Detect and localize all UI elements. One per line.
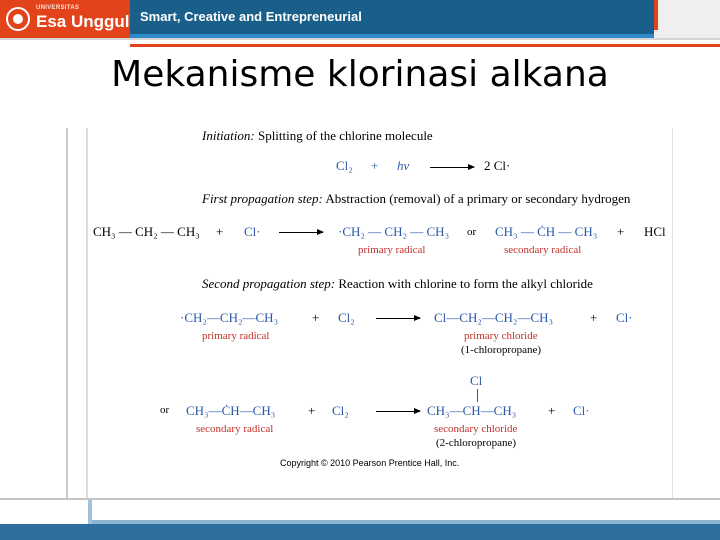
reaction-figure: [92, 124, 670, 472]
secondary-radical: CH₃ — ĊH — CH₃: [495, 224, 598, 239]
initiation-heading-line: [202, 128, 433, 144]
propane: CH₃ — CH₂ — CH₃: [93, 224, 200, 239]
row2-plus1: +: [308, 403, 316, 418]
row1-plus2: +: [590, 310, 598, 325]
propagation2-text: Reaction with chlorine to form the alkyl chloride: [338, 276, 593, 291]
row2-product-label: secondary chloride: [434, 423, 518, 435]
initiation-energy: hν: [397, 158, 410, 173]
propagation1-plus1: +: [216, 224, 224, 239]
initiation-reactant: Cl₂: [336, 158, 353, 173]
row1-plus1: +: [312, 310, 320, 325]
primary-radical: ·CH₂ — CH₂ — CH₃: [338, 224, 450, 239]
hcl: HCl: [644, 224, 666, 239]
header-accent-line: [130, 44, 720, 47]
propagation1-or: or: [467, 226, 477, 238]
row2-plus2: +: [548, 403, 556, 418]
footer-divider: [0, 498, 720, 500]
logo-name: Esa Unggul: [36, 12, 130, 31]
row2-cl2: Cl₂: [332, 403, 349, 418]
propagation1-text: Abstraction (removal) of a primary or secondary hydrogen: [325, 191, 631, 206]
primary-radical-label: primary radical: [358, 244, 426, 256]
propagation2-heading: Second propagation step:: [202, 276, 336, 291]
row2-reactant: CH₃—ĊH—CH₃: [186, 403, 276, 418]
propagation1-heading: First propagation step:: [202, 191, 323, 206]
initiation-heading: Initiation:: [202, 128, 255, 143]
header-accent: [654, 0, 658, 30]
header-divider: [0, 38, 720, 40]
propagation2-heading-line: [202, 276, 593, 292]
row2-cl-radical: Cl·: [573, 403, 590, 418]
tagline-text: Smart, Creative and Entrepreneurial: [140, 9, 362, 24]
row2-product-name: (2-chloropropane): [436, 437, 517, 449]
row1-arrow-icon: [376, 318, 420, 319]
row2-or: or: [160, 404, 170, 416]
right-divider: [672, 128, 673, 500]
row2-product: CH₃—CH—CH₃: [427, 403, 517, 418]
copyright-note: Copyright © 2010 Pearson Prentice Hall, Inc.: [280, 458, 460, 468]
row2-arrow-icon: [376, 411, 420, 412]
row1-product-label: primary chloride: [464, 330, 538, 342]
propagation1-cl-radical: Cl·: [244, 224, 261, 239]
logo-small-text: UNIVERSITAS: [36, 5, 80, 11]
row1-reactant: ·CH₂—CH₂—CH₃: [180, 310, 279, 325]
row1-cl-radical: Cl·: [616, 310, 633, 325]
footer-bar: [0, 524, 720, 540]
row2-substituent: Cl: [470, 373, 483, 388]
initiation-arrow-icon: [430, 167, 474, 168]
left-divider-inner: [86, 128, 88, 500]
tagline-banner: [130, 0, 654, 34]
propagation1-arrow-icon: [279, 232, 323, 233]
secondary-radical-label: secondary radical: [504, 244, 582, 256]
propagation1-plus2: +: [617, 224, 625, 239]
slide-title: Mekanisme klorinasi alkana: [111, 54, 609, 95]
logo-emblem-icon: [6, 7, 30, 31]
propagation1-heading-line: [202, 191, 630, 207]
left-divider: [66, 128, 68, 500]
university-logo[interactable]: [0, 0, 130, 38]
initiation-text: Splitting of the chlorine molecule: [257, 128, 433, 143]
row1-product-name: (1-chloropropane): [461, 344, 542, 356]
initiation-plus: +: [371, 158, 379, 173]
row2-reactant-label: secondary radical: [196, 423, 274, 435]
row1-product: Cl—CH₂—CH₂—CH₃: [434, 310, 554, 325]
row1-reactant-label: primary radical: [202, 330, 270, 342]
row2-bond: [477, 389, 478, 402]
initiation-product: 2 Cl·: [484, 158, 511, 173]
row1-cl2: Cl₂: [338, 310, 355, 325]
